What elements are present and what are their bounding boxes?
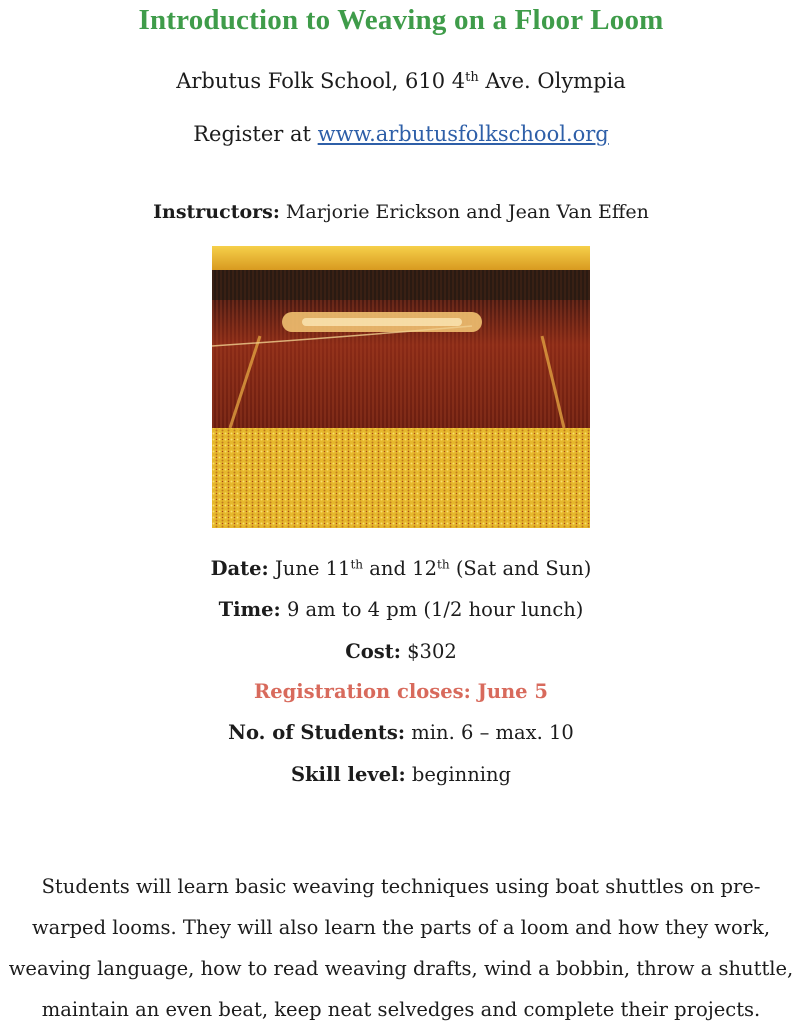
date-label: Date: [210,557,269,580]
register-link[interactable]: www.arbutusfolkschool.org [317,122,609,146]
address-superscript: th [465,69,479,85]
skill-line [0,763,802,786]
registration-deadline: Registration closes: June 5 [254,680,548,703]
date-part1: June 11 [274,557,351,580]
skill-value: beginning [411,763,512,786]
description-line: weaving language, how to read weaving drafts, wind a bobbin, throw a shuttle, [8,957,794,980]
loom-photo [212,246,590,528]
register-prefix: Register at [193,122,318,146]
date-sup2: th [436,557,450,572]
students-value: min. 6 – max. 10 [411,721,574,744]
description-line: maintain an even beat, keep neat selvedges and complete their projects. [41,998,761,1021]
date-part3: (Sat and Sun) [449,557,592,580]
date-sup1: th [350,557,364,572]
skill-label: Skill level: [290,763,406,786]
loom-photo-icon [212,246,590,528]
address-line [0,69,802,93]
register-line [0,122,802,146]
time-line [0,598,802,621]
cost-line [0,640,802,663]
date-part2: and 12 [363,557,437,580]
cost-value: $302 [407,640,457,663]
description-line: Students will learn basic weaving techniques using boat shuttles on pre- [41,875,761,898]
description-line: warped looms. They will also learn the parts of a loom and how they work, [31,916,771,939]
cost-label: Cost: [345,640,401,663]
date-line [0,557,802,580]
instructors-label: Instructors: [153,201,280,223]
address-prefix: Arbutus Folk School, 610 4 [176,69,466,93]
course-description [0,866,802,1030]
time-label: Time: [218,598,281,621]
time-value: 9 am to 4 pm (1/2 hour lunch) [286,598,584,621]
instructors-line [0,201,802,223]
page-title: Introduction to Weaving on a Floor Loom [138,4,664,36]
instructors-value: Marjorie Erickson and Jean Van Effen [285,201,649,223]
students-label: No. of Students: [228,721,406,744]
students-line [0,721,802,744]
address-suffix: Ave. Olympia [478,69,626,93]
